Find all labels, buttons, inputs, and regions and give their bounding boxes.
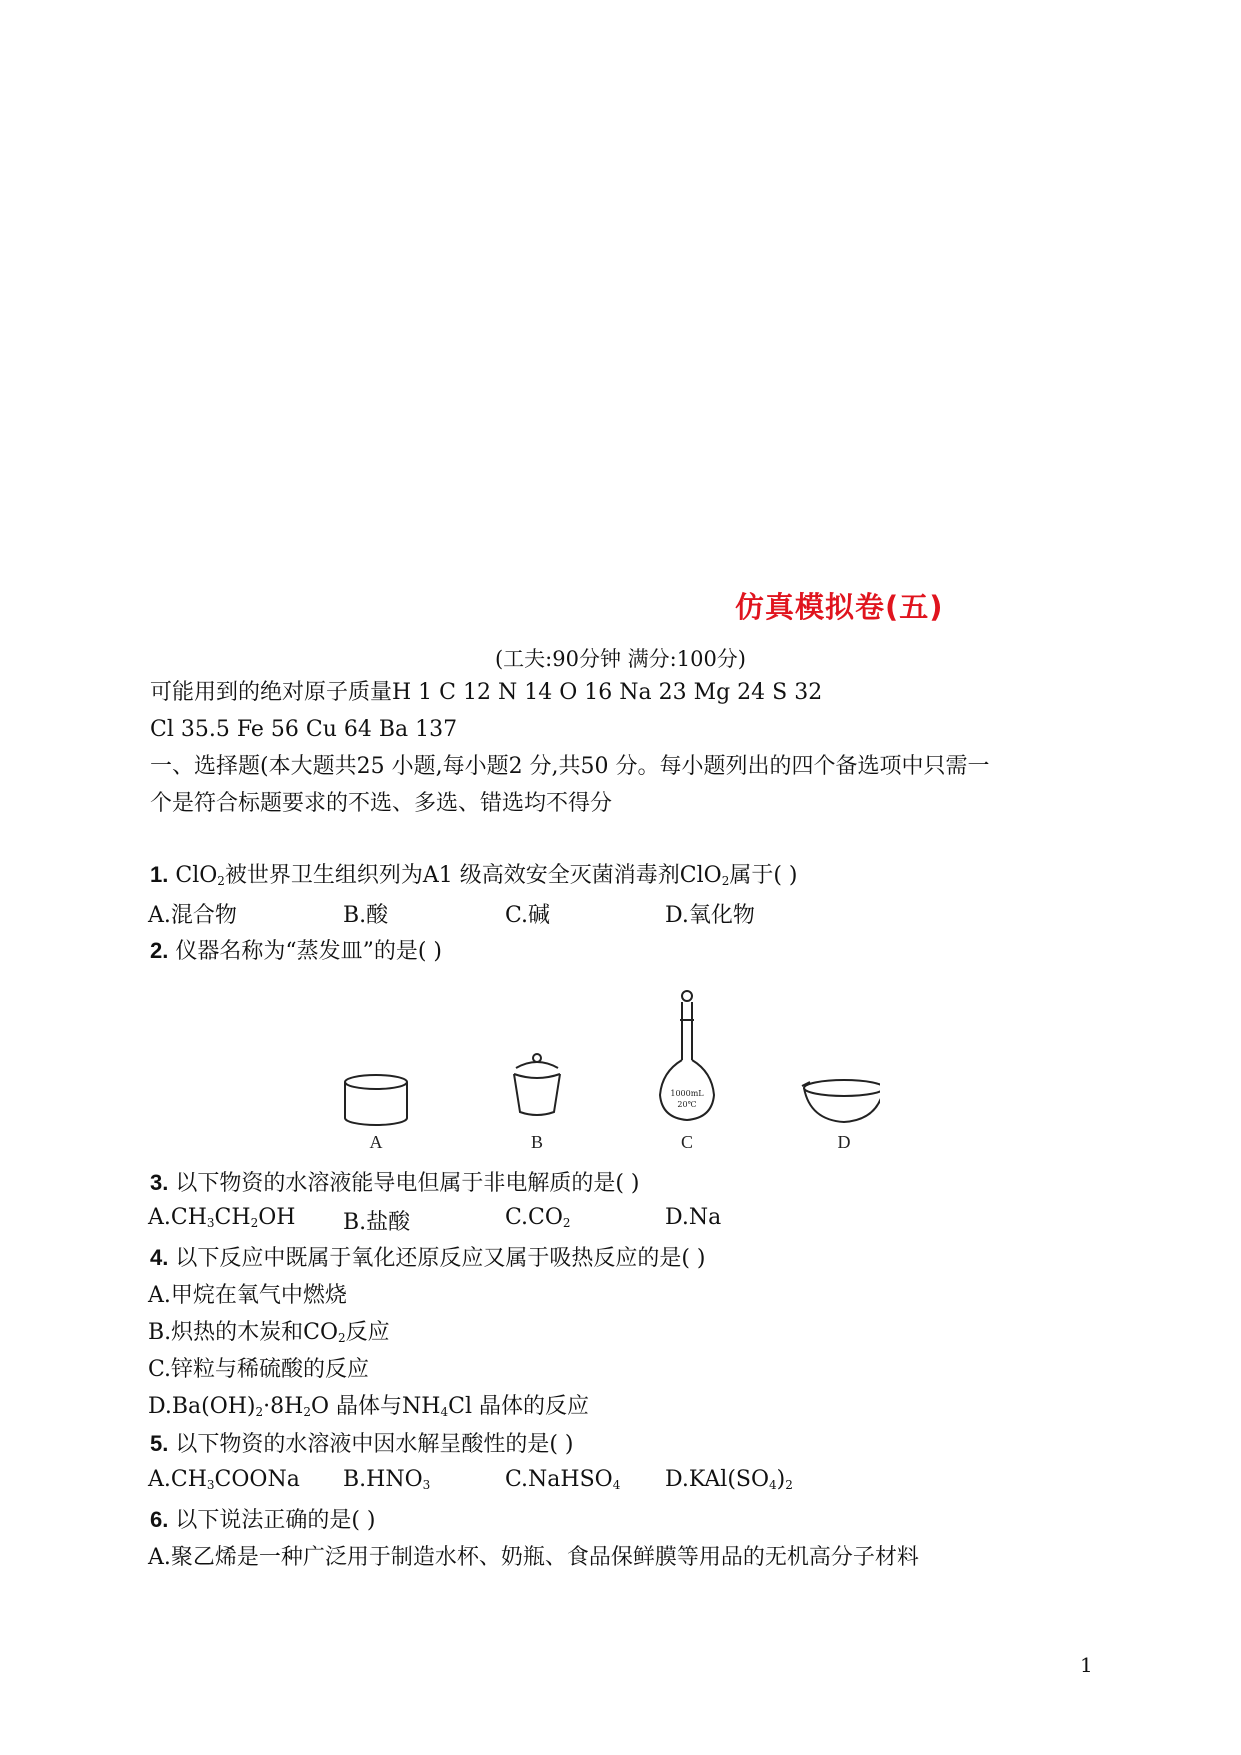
opt-text: Cl 晶体的反应 [448,1394,589,1419]
question-2-stem [150,936,442,967]
opt-text: COONa [214,1467,300,1492]
opt-text: C.CO [505,1205,563,1230]
q1-sub: 2 [217,874,225,888]
question-number: 3. [150,1170,169,1195]
atomic-masses-line1: 可能用到的绝对原子质量H 1 C 12 N 14 O 16 Na 23 Mg 24 S 32 [150,680,823,705]
flask-temperature-label: 20℃ [677,1100,697,1109]
atomic-masses-line2: Cl 35.5 Fe 56 Cu 64 Ba 137 [150,717,458,742]
q3-option-c [505,1205,571,1230]
q1-text: 属于( ) [729,863,798,888]
opt-sub: 4 [612,1478,621,1492]
q1-option-d: D.氧化物 [665,903,755,928]
opt-sub: 3 [206,1216,215,1230]
q1-text: ClO [175,863,218,888]
opt-text: ) [776,1467,786,1492]
question-1-stem [150,860,798,896]
opt-text: B.HNO [343,1467,423,1492]
opt-text: D.KAl(SO [665,1467,770,1492]
question-number: 4. [150,1245,169,1270]
figure-label-b: B [530,1132,544,1150]
section-one-heading-line1: 一、选择题(本大题共25 小题,每小题2 分,共50 分。每小题列出的四个备选项中只需一 [150,754,990,779]
q3-option-a [148,1205,295,1230]
question-number: 5. [150,1431,169,1456]
opt-sub: 2 [785,1478,793,1492]
opt-sub: 2 [303,1405,311,1419]
q1-sub: 2 [721,874,730,888]
q3-option-b: B.盐酸 [343,1210,411,1235]
question-number: 6. [150,1507,169,1532]
opt-text: CH [214,1205,251,1230]
question-5-stem [150,1429,574,1460]
q6-option-a: A.聚乙烯是一种广泛用于制造水杯、奶瓶、食品保鲜膜等用品的无机高分子材料 [148,1545,919,1570]
exam-subtitle: (工夫:90分钟 满分:100分) [494,647,746,671]
opt-text: OH [258,1205,296,1230]
apparatus-a-cylinder-icon [345,1075,407,1125]
question-6-stem [150,1505,376,1536]
section-one-heading-line2: 个是符合标题要求的不选、多选、错选均不得分 [150,791,613,816]
opt-text: A.CH [148,1467,207,1492]
opt-text: O 晶体与NH [311,1394,441,1419]
opt-sub: 2 [250,1216,259,1230]
figure-label-c: C [680,1132,694,1150]
q1-text: 被世界卫生组织列为A1 级高效安全灭菌消毒剂ClO [224,863,722,888]
opt-text: ·8H [263,1394,304,1419]
q3-option-d: D.Na [665,1205,722,1230]
q5-option-d [665,1467,793,1492]
q1-option-b: B.酸 [343,903,389,928]
opt-sub: 2 [255,1405,264,1419]
q6-text: 以下说法正确的是( ) [175,1508,376,1533]
q4-text: 以下反应中既属于氧化还原反应又属于吸热反应的是( ) [175,1246,706,1271]
q4-option-a: A.甲烷在氧气中燃烧 [148,1283,347,1308]
opt-text: 反应 [345,1320,390,1345]
opt-text: D.Ba(OH) [148,1394,256,1419]
opt-sub: 4 [440,1405,449,1419]
apparatus-d-evaporating-dish-icon [802,1080,880,1122]
opt-text: C.NaHSO [505,1467,613,1492]
figure-label-d: D [837,1132,851,1150]
q4-option-d [148,1392,589,1427]
flask-volume-label: 1000mL [670,1089,704,1098]
q1-option-a: A.混合物 [148,903,237,928]
q4-option-c: C.锌粒与稀硫酸的反应 [148,1357,370,1382]
apparatus-b-crucible-icon [514,1054,560,1115]
q5-option-b [343,1467,430,1492]
apparatus-figure [340,990,880,1150]
q5-text: 以下物资的水溶液中因水解呈酸性的是( ) [175,1432,574,1457]
opt-sub: 4 [769,1478,777,1492]
opt-sub: 3 [422,1478,431,1492]
q2-text: 仪器名称为“蒸发皿”的是( ) [175,939,443,964]
opt-text: A.CH [148,1205,207,1230]
opt-text: B.炽热的木炭和CO [148,1320,339,1345]
q4-option-b [148,1318,390,1353]
q3-text: 以下物资的水溶液能导电但属于非电解质的是( ) [175,1171,640,1196]
figure-label-a: A [369,1132,383,1150]
q5-option-a [148,1467,300,1492]
page-title: 仿真模拟卷(五) [735,590,944,624]
question-number: 2. [150,938,169,963]
page-number: 1 [1080,1653,1093,1677]
opt-sub: 2 [338,1331,346,1345]
opt-sub: 2 [562,1216,571,1230]
q1-option-c: C.碱 [505,903,551,928]
opt-sub: 3 [206,1478,215,1492]
question-3-stem [150,1168,640,1199]
q5-option-c [505,1467,620,1492]
question-number: 1. [150,862,169,887]
question-4-stem [150,1243,706,1274]
